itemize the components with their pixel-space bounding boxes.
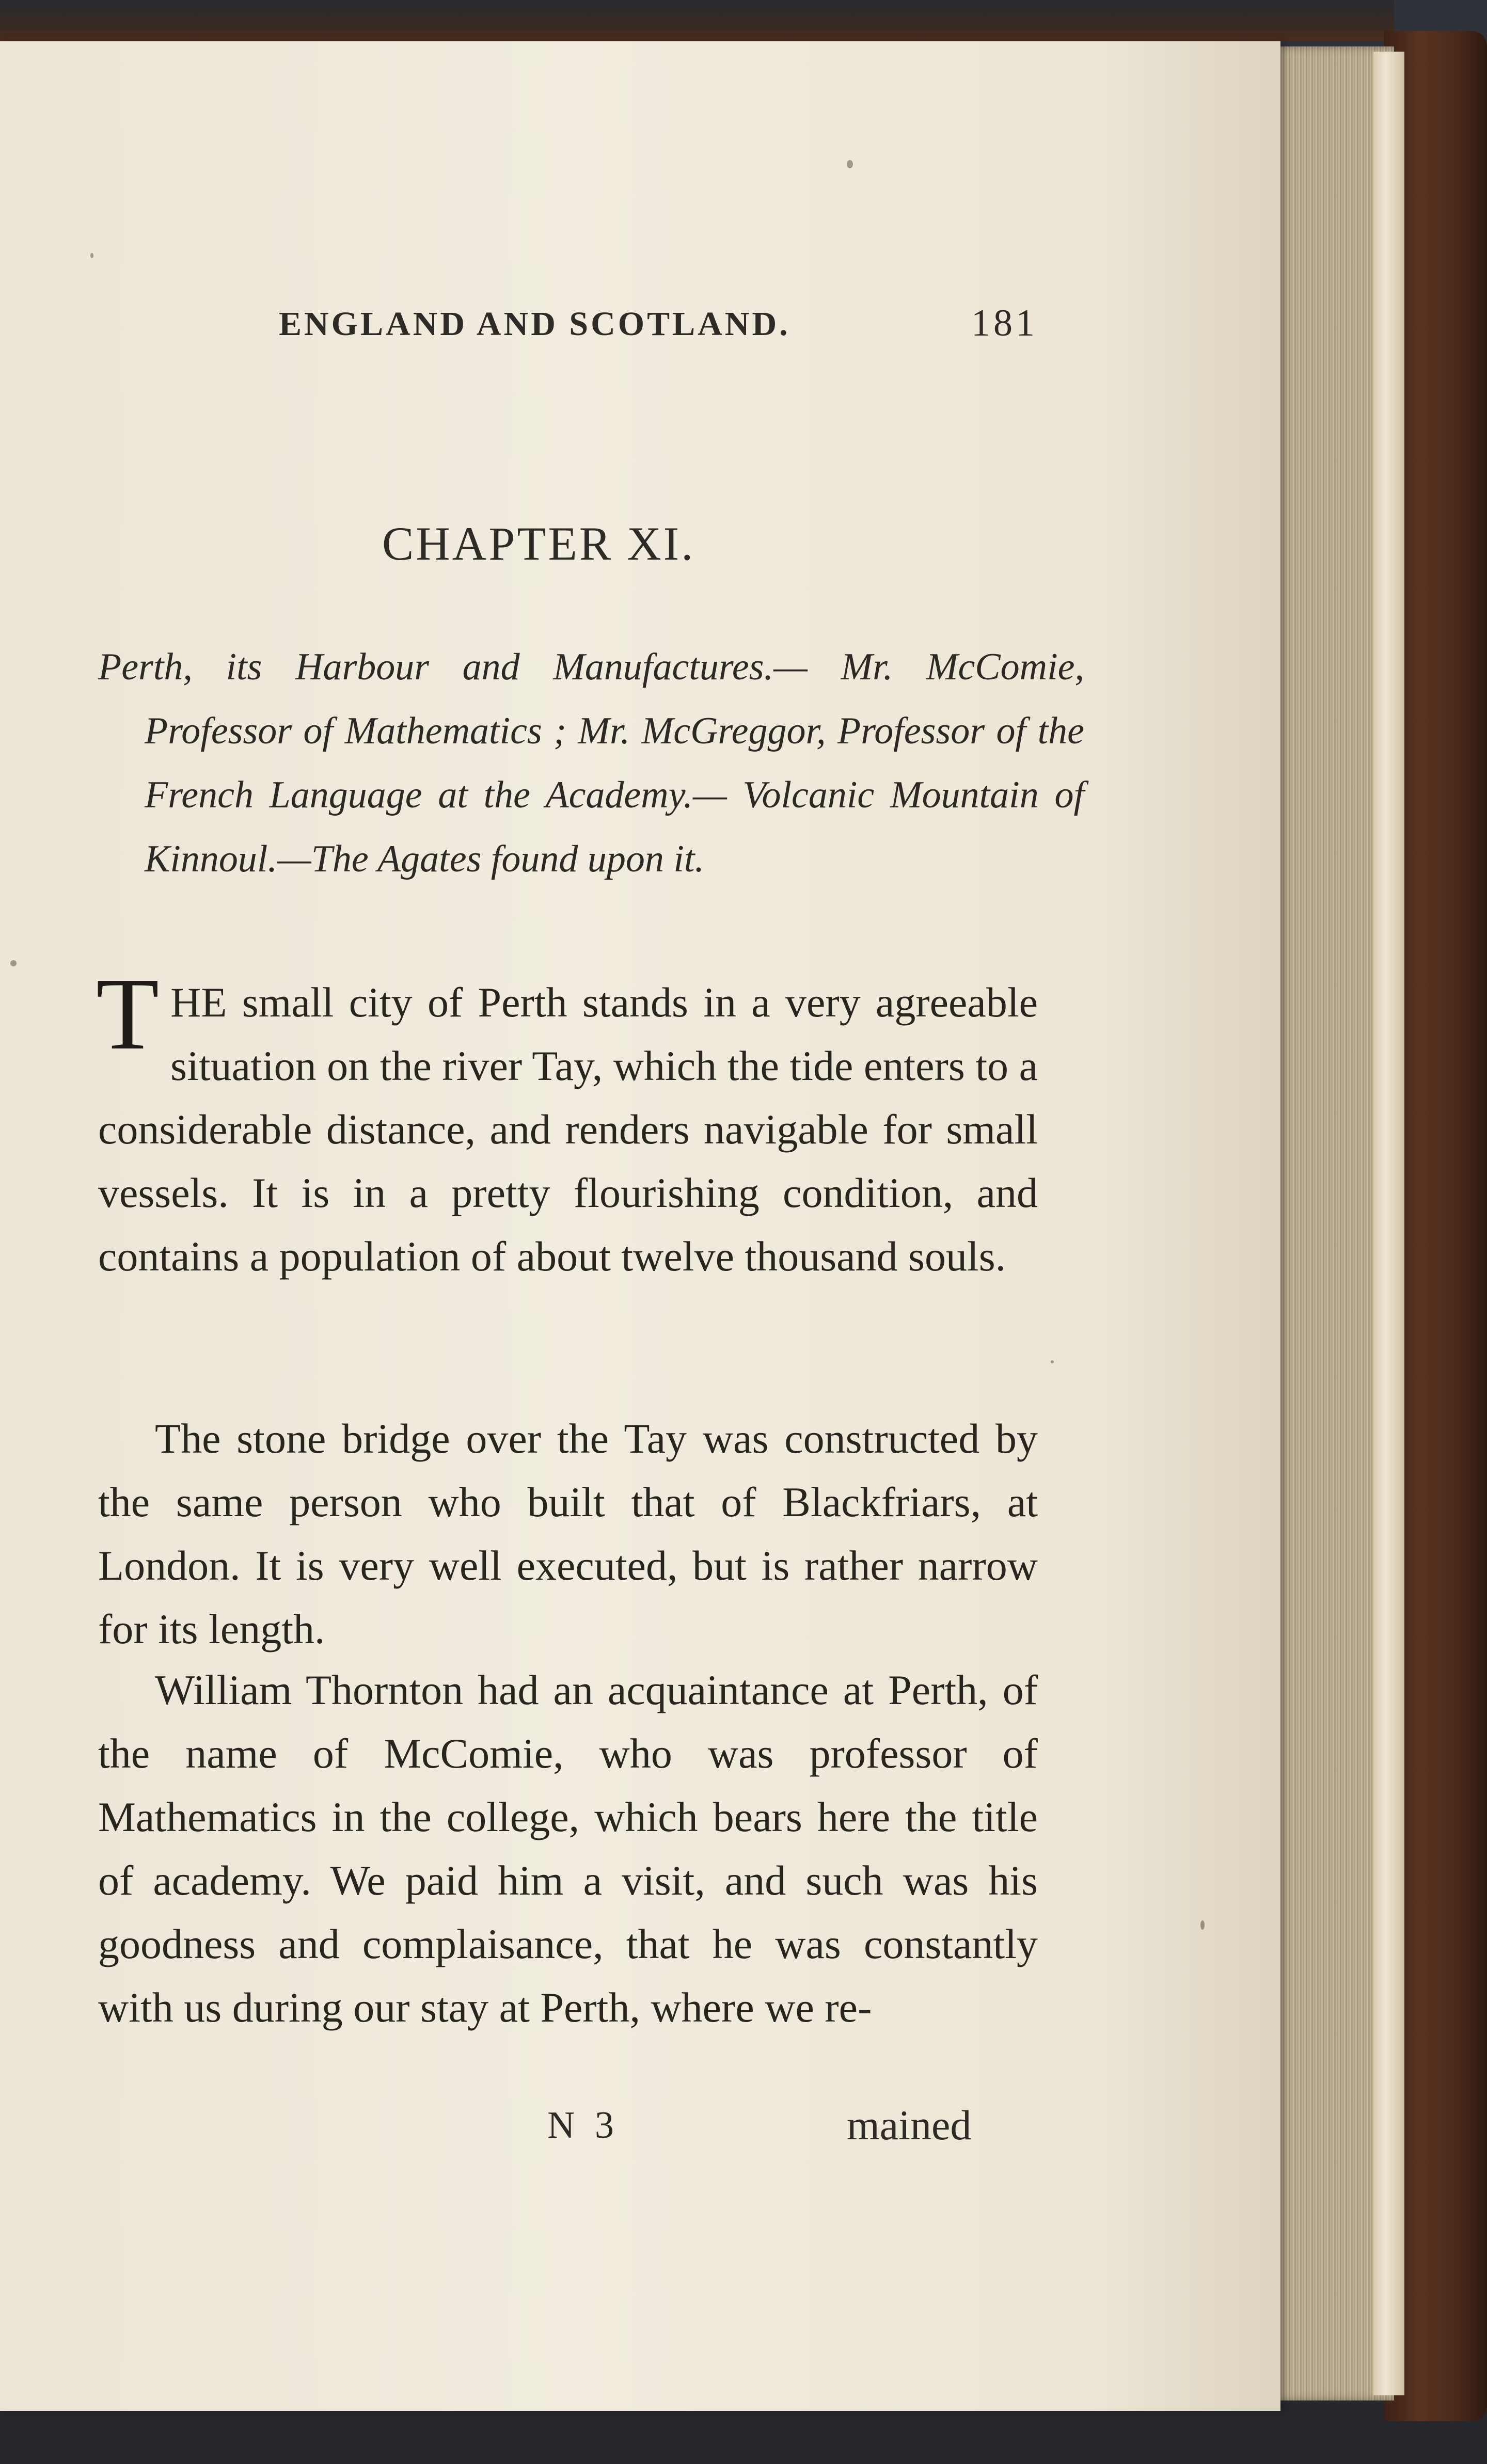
paper-speck bbox=[1051, 1360, 1054, 1363]
running-title: ENGLAND AND SCOTLAND. bbox=[279, 305, 790, 343]
drop-cap: T bbox=[96, 957, 160, 1071]
paragraph-1-text: HE small city of Perth stands in a very agreeable situation on the river Tay, which the tide enters to a considerable distance, and renders navigable for small vessels. It is in a pretty flourishing condition, and contains a population of about twelve thousand souls. bbox=[98, 979, 1038, 1280]
book-page: ENGLAND AND SCOTLAND. 181 CHAPTER XI. Perth, its Harbour and Manufactures.— Mr. McComie, Professor of Mathematics ; Mr. McGreggor, Professor of the French Language at the Academy.— Volcanic Mountain of Kinnoul.—The Agates found upon it. THE small city of Perth stands in a very agreeable situation on the river Tay, which the tide enters to a considerable distance, and renders navigable for small vessels. It is in a pretty flourishing condition, and contains a population of about twelve thousand souls. The stone bridge over the Tay was constructed by the same person who built that of Blackfriars, at London. It is very well executed, but is rather narrow for its length. William Thornton had an acquaintance at Perth, of the name of McComie, who was professor of Mathematics in the college, which bears here the title of academy. We paid him a visit, and such was his goodness and complaisance, that he was constantly with us during our stay at Perth, where we re- N 3 mained bbox=[0, 41, 1280, 2411]
paragraph-3: William Thornton had an acquaintance at Perth, of the name of McComie, who was professor of Mathematics in the college, which bears here the title of academy. We paid him a visit, and such was his goodness and complaisance, that he was constantly with us during our stay at Perth, where we re- bbox=[98, 1666, 1038, 2031]
paper-speck bbox=[10, 960, 17, 966]
paper-speck bbox=[90, 253, 93, 258]
chapter-summary: Perth, its Harbour and Manufactures.— Mr. McComie, Professor of Mathematics ; Mr. McGreggor, Professor of the French Language at the Academy.— Volcanic Mountain of Kinnoul.—The Agates found upon it. bbox=[98, 646, 1084, 880]
chapter-title: CHAPTER XI. bbox=[382, 517, 695, 570]
page-edges-outer bbox=[1373, 52, 1404, 2395]
paragraph-2: The stone bridge over the Tay was constructed by the same person who built that of Blackfriars, at London. It is very well executed, but is rather narrow for its length. bbox=[98, 1415, 1038, 1652]
book-top-edge bbox=[0, 0, 1394, 41]
paragraph-1 bbox=[96, 957, 1038, 1288]
signature-mark: N 3 bbox=[547, 2104, 619, 2147]
paper-speck bbox=[847, 160, 853, 168]
paper-speck bbox=[1200, 1920, 1205, 1930]
page-number: 181 bbox=[971, 302, 1038, 344]
running-head bbox=[279, 302, 1038, 346]
